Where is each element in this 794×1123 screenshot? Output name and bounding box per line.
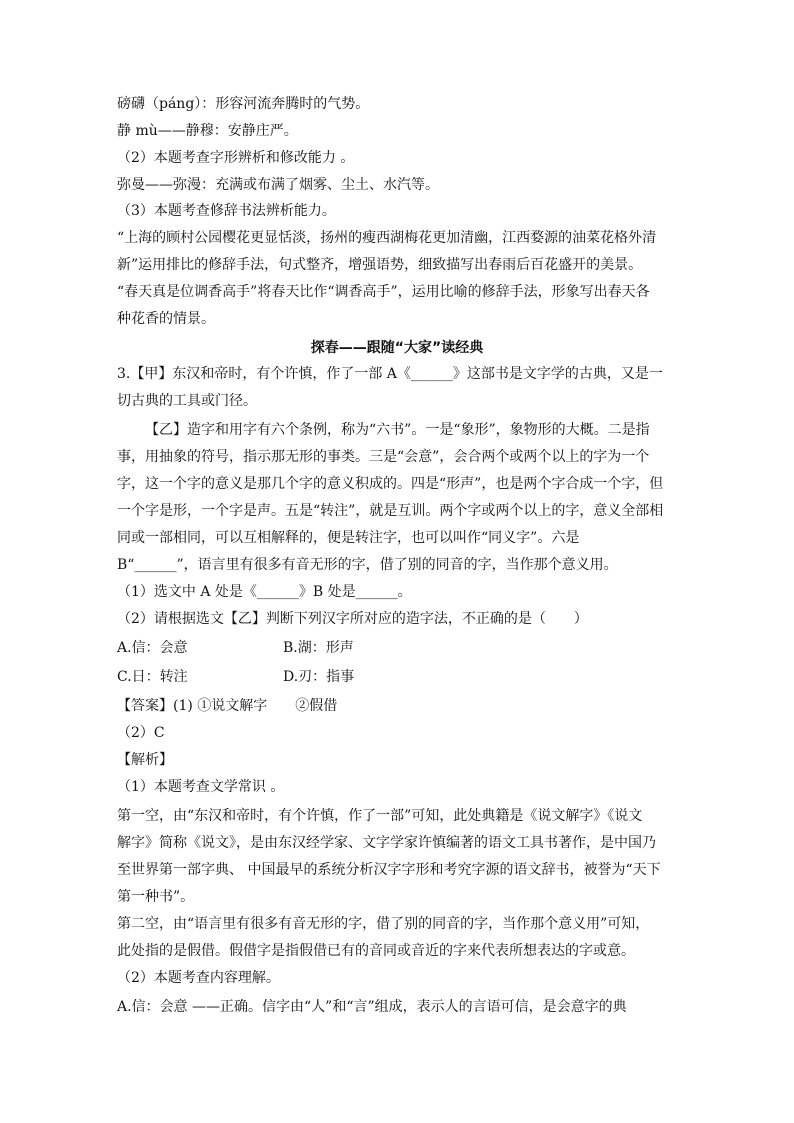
text-line: 种花香的情景。 — [117, 311, 215, 327]
analysis-line: 解字》简称《说文》，是由东汉经学家、文字学家许慎编著的语文工具书著作，是中国乃 — [117, 835, 656, 851]
analysis-line: 第一种书”。 — [117, 889, 195, 905]
sub-question-line: （1）选文中 A 处是《______》B 处是______。 — [117, 584, 412, 600]
option-a: A.信：会意 — [117, 640, 188, 656]
sub-question-line: （2）请根据选文【乙】判断下列汉字所对应的造字法，不正确的是（ ） — [117, 611, 588, 627]
text-line: 新”运用排比的修辞手法，句式整齐，增强语势，细致描写出春雨后百花盛开的美景。 — [117, 257, 643, 273]
analysis-line: 第二空，由“语言里有很多有音无形的字，借了别的同音的字，当作那个意义用”可知， — [117, 916, 650, 932]
analysis-line: A.信：会意 ——正确。信字由“人”和“言”组成，表示人的言语可信，是会意字的典 — [117, 999, 627, 1015]
passage-line: 一个字是形，一个字是声。五是“转注”，就是互训。两个字或两个以上的字，意义全部相 — [117, 503, 664, 519]
text-line: 静 mù——静穆：安静庄严。 — [117, 123, 298, 139]
passage-line: 同或一部相同，可以互相解释的，便是转注字，也可以叫作“同义字”。六是 — [117, 530, 580, 546]
text-line: （2）本题考查字形辨析和修改能力 。 — [117, 150, 355, 166]
analysis-line: 第一空，由“东汉和帝时，有个许慎，作了一部”可知，此处典籍是《说文解字》《说文 — [117, 808, 643, 824]
section-title: 探春——跟随“大家”读经典 — [310, 340, 484, 356]
passage-line: 事，用抽象的符号，指示那无形的事类。三是“会意”，会合两个或两个以上的字为一个 — [117, 449, 650, 465]
analysis-line: （2）本题考查内容理解。 — [117, 970, 280, 986]
question-line: 切古典的工具或门径。 — [117, 393, 257, 409]
passage-line: 【乙】造字和用字有六个条例，称为“六书”。一是“象形”，象物形的大概。二是指 — [145, 422, 650, 438]
text-line: 磅礴（páng）：形容河流奔腾时的气势。 — [117, 96, 370, 112]
text-line: “春天真是位调香高手”将春天比作“调香高手”，运用比喻的修辞手法，形象写出春天各 — [117, 284, 650, 300]
passage-line: B“______”，语言里有很多有音无形的字，借了别的同音的字，当作那个意义用。 — [117, 557, 618, 573]
text-line: （3）本题考查修辞书法辨析能力。 — [117, 203, 336, 219]
analysis-line: （1）本题考查文学常识 。 — [117, 779, 285, 795]
question-line: 3.【甲】东汉和帝时，有个许慎，作了一部 A《______》这部书是文字学的古典，又是一 — [117, 366, 663, 382]
text-line: 弥曼——弥漫：充满或布满了烟雾、尘土、水汽等。 — [117, 177, 439, 193]
analysis-heading: 【解析】 — [117, 752, 173, 768]
passage-line: 字，这一个字的意义是那几个字的意义积成的。四是“形声”，也是两个字合成一个字，但 — [117, 476, 664, 492]
option-d: D.刃：指事 — [283, 669, 355, 685]
answer-line: （2）C — [117, 725, 165, 741]
option-row — [117, 667, 677, 687]
document-body — [117, 94, 677, 1017]
option-row — [117, 638, 677, 658]
answer-line: 【答案】(1) ①说文解字 ②假借 — [117, 698, 338, 714]
analysis-line: 此处指的是假借。假借字是指假借已有的音同或音近的字来代表所想表达的字或意。 — [117, 943, 635, 959]
text-line: “上海的顾村公园樱花更显恬淡，扬州的瘦西湖梅花更加清幽，江西婺源的油菜花格外清 — [117, 230, 657, 246]
analysis-line: 至世界第一部字典、 中国最早的系统分析汉字字形和考究字源的语文辞书，被誉为“天下 — [117, 862, 661, 878]
option-c: C.日：转注 — [117, 669, 188, 685]
option-b: B.湖：形声 — [283, 640, 354, 656]
